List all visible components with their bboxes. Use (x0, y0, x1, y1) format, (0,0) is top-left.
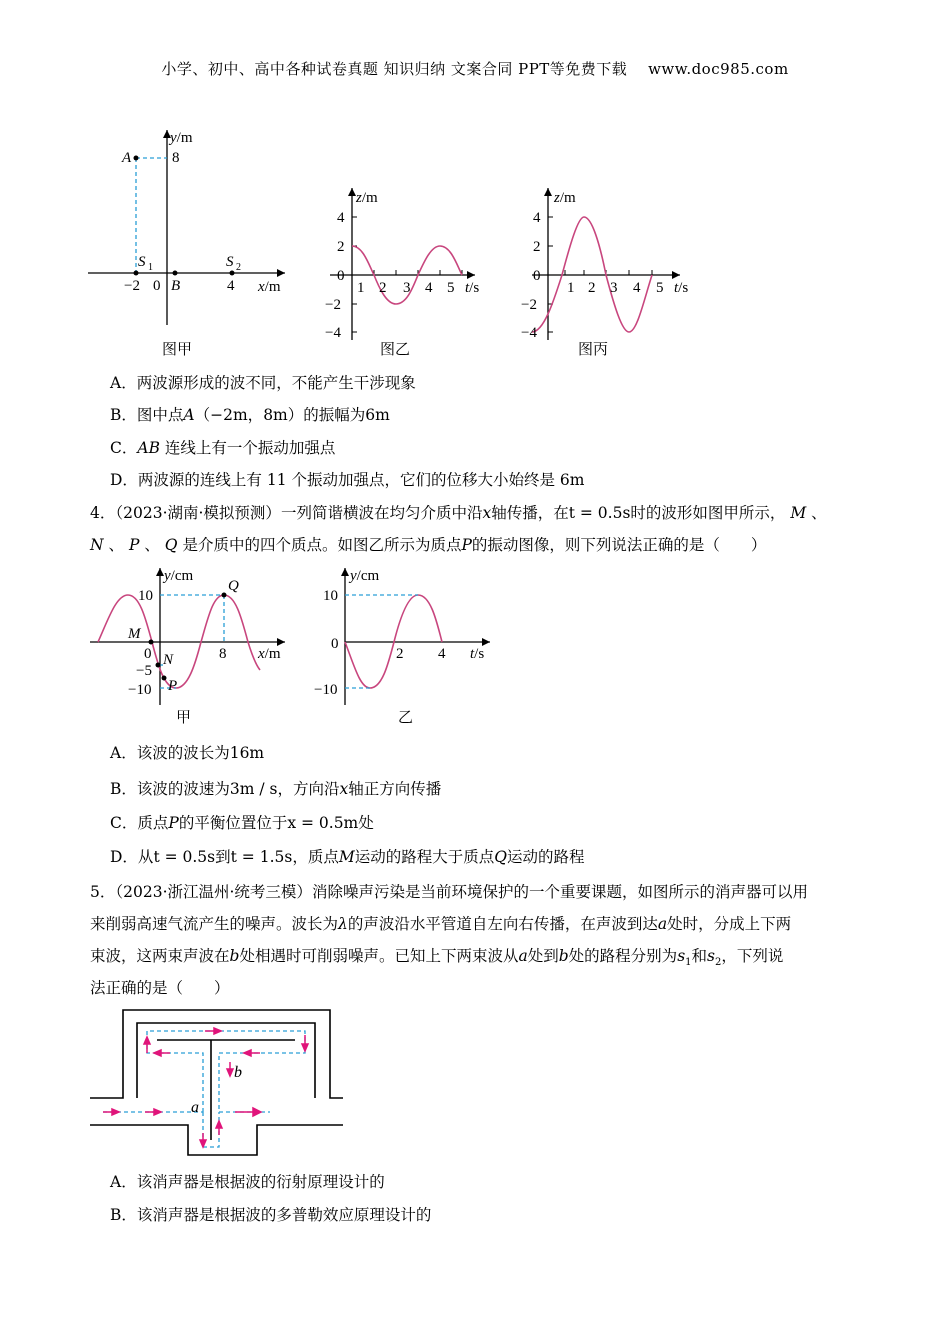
svg-text:0: 0 (153, 278, 161, 294)
q4-figures (80, 560, 510, 730)
svg-text:b: b (234, 1064, 242, 1081)
svg-text:2: 2 (337, 239, 345, 255)
q4-fig-yi (314, 568, 490, 705)
svg-text:2: 2 (533, 239, 541, 255)
svg-text:0: 0 (533, 268, 541, 284)
q5-stem-line1: 5．（2023·浙江温州·统考三模）消除噪声污染是当前环境保护的一个重要课题，如图所示的消声器可以用 (90, 883, 808, 901)
caption-q4-yi: 乙 (398, 708, 414, 726)
svg-text:S: S (138, 254, 146, 270)
muffler-figure (85, 1005, 355, 1165)
q4-option-d: D．从t = 0.5s到t = 1.5s，质点M运动的路程大于质点Q运动的路程 (110, 848, 585, 866)
svg-text:t/s: t/s (470, 646, 485, 662)
svg-text:10: 10 (323, 588, 338, 604)
svg-text:P: P (168, 678, 178, 694)
q5-option-b: B．该消声器是根据波的多普勒效应原理设计的 (110, 1206, 432, 1224)
q5-stem-line2: 来削弱高速气流产生的噪声。波长为λ的声波沿水平管道自左向右传播，在声波到达a处时，分成上下两 (90, 915, 792, 933)
svg-text:y/cm: y/cm (164, 568, 194, 584)
svg-text:5: 5 (447, 280, 455, 296)
q3-option-a: A．两波源形成的波不同，不能产生干涉现象 (110, 374, 416, 392)
svg-text:t/s: t/s (465, 280, 480, 296)
svg-text:t/s: t/s (674, 280, 689, 296)
svg-text:2: 2 (236, 262, 241, 273)
svg-text:8: 8 (219, 646, 227, 662)
svg-text:2: 2 (379, 280, 387, 296)
caption-q4-jia: 甲 (176, 708, 192, 726)
svg-text:Q: Q (228, 578, 239, 594)
svg-text:4: 4 (337, 210, 345, 226)
q3-figures (80, 120, 700, 365)
svg-text:1: 1 (357, 280, 365, 296)
q5-option-a: A．该消声器是根据波的衍射原理设计的 (110, 1173, 385, 1191)
q3-option-b: B．图中点A（−2m，8m）的振幅为6m (110, 406, 390, 424)
svg-text:A: A (122, 150, 132, 166)
svg-text:B: B (171, 278, 181, 294)
svg-text:a: a (191, 1099, 199, 1116)
svg-text:2: 2 (396, 646, 404, 662)
q3-option-c: C．AB 连线上有一个振动加强点 (110, 439, 336, 457)
svg-text:3: 3 (610, 280, 618, 296)
svg-text:−5: −5 (136, 663, 152, 679)
q4-fig-jia (90, 568, 285, 705)
q5-stem-line3: 束波，这两束声波在b处相遇时可削弱噪声。已知上下两束波从a处到b处的路程分别为$s_1$和$s_2$，下列说 (90, 947, 784, 969)
q4-stem-line2: N 、 P 、 Q 是介质中的四个质点。如图乙所示为质点P的振动图像，则下列说法正确的是（ ） (90, 536, 767, 554)
svg-text:4: 4 (633, 280, 641, 296)
svg-text:S: S (226, 254, 234, 270)
svg-text:N: N (163, 652, 174, 668)
fig-bing (521, 188, 688, 341)
q4-stem-line1: 4．（2023·湖南·模拟预测）一列简谐横波在均匀介质中沿x轴传播，在t = 0.5s时的波形如图甲所示， M 、 (90, 504, 827, 522)
svg-text:−2: −2 (521, 297, 537, 313)
jia-ylabel: y/m (170, 130, 193, 146)
caption-bing: 图丙 (578, 340, 609, 358)
svg-text:M: M (128, 626, 141, 642)
svg-text:4: 4 (533, 210, 541, 226)
svg-text:z/m: z/m (356, 190, 378, 206)
svg-text:1: 1 (567, 280, 575, 296)
svg-text:−4: −4 (325, 325, 341, 341)
svg-text:−4: −4 (521, 325, 537, 341)
svg-text:0: 0 (331, 636, 339, 652)
q4-option-b: B．该波的波速为3m / s，方向沿x轴正方向传播 (110, 780, 442, 798)
svg-text:−10: −10 (314, 682, 338, 698)
svg-text:x/m: x/m (258, 279, 281, 295)
fig-yi (325, 188, 479, 341)
svg-text:−2: −2 (325, 297, 341, 313)
page-header: 小学、初中、高中各种试卷真题 知识归纳 文案合同 PPT等免费下载 www.doc985.com (161, 60, 789, 78)
svg-text:−10: −10 (128, 682, 152, 698)
fig-jia (88, 130, 285, 325)
q4-option-c: C．质点P的平衡位置位于x = 0.5m处 (110, 814, 374, 832)
svg-text:x/m: x/m (258, 646, 281, 662)
svg-text:1: 1 (148, 262, 153, 273)
svg-text:y/cm: y/cm (350, 568, 380, 584)
q3-option-d: D．两波源的连线上有 11 个振动加强点，它们的位移大小始终是 6m (110, 471, 585, 489)
caption-yi: 图乙 (380, 340, 411, 358)
svg-text:4: 4 (425, 280, 433, 296)
svg-text:z/m: z/m (554, 190, 576, 206)
svg-text:4: 4 (227, 278, 235, 294)
svg-text:4: 4 (438, 646, 446, 662)
caption-jia: 图甲 (162, 340, 193, 358)
svg-text:0: 0 (144, 646, 152, 662)
svg-text:0: 0 (337, 268, 345, 284)
svg-text:−2: −2 (124, 278, 140, 294)
svg-text:10: 10 (138, 588, 153, 604)
q5-stem-line4: 法正确的是（ ） (90, 979, 230, 997)
svg-text:5: 5 (656, 280, 664, 296)
svg-text:8: 8 (172, 150, 180, 166)
svg-text:3: 3 (403, 280, 411, 296)
svg-text:2: 2 (588, 280, 596, 296)
q4-option-a: A．该波的波长为16m (110, 744, 265, 762)
